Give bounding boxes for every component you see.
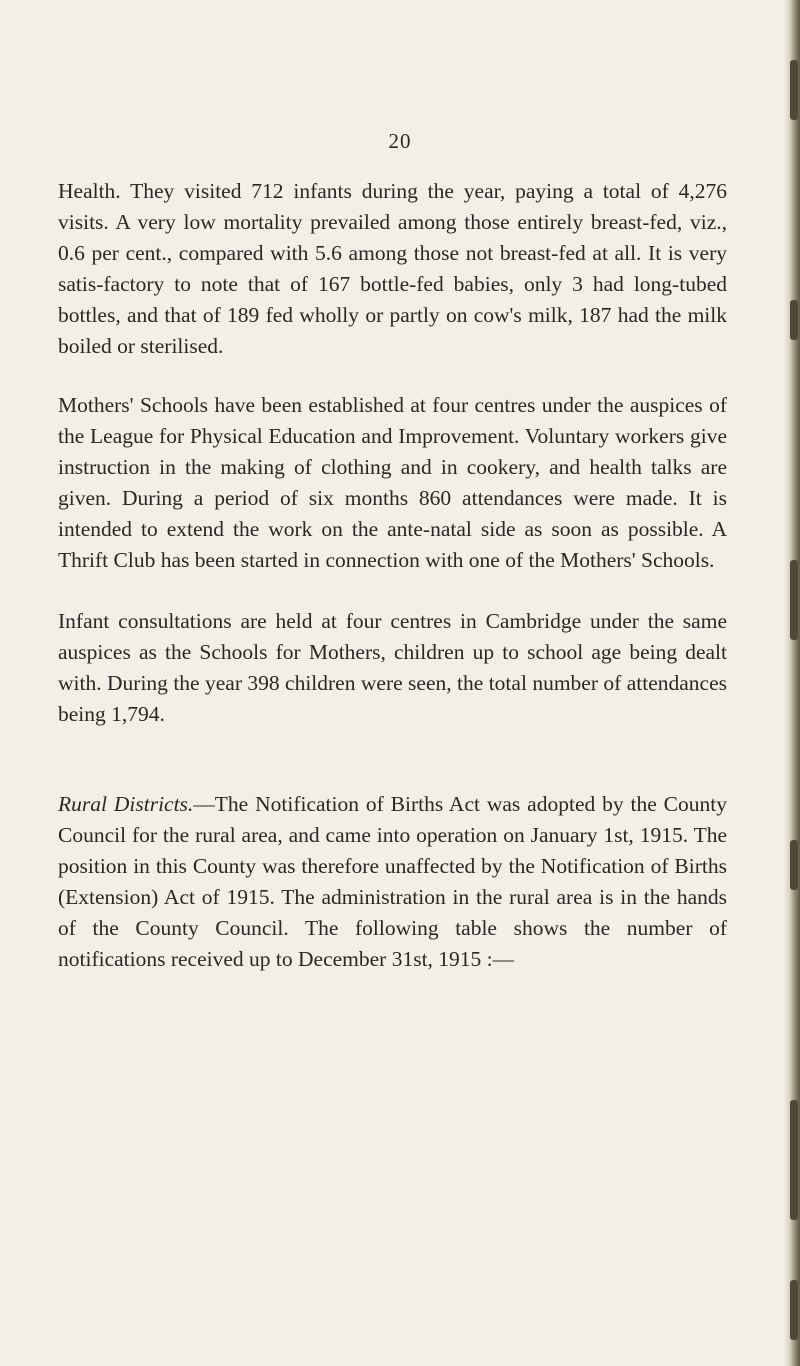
edge-mark [790, 300, 798, 340]
paragraph-health-visits [58, 176, 727, 362]
paragraph-text: Health. They visited 712 infants during the year, paying a total of 4,276 visits. A very low mortality prevailed among those entirely breast-fed, viz., 0.6 per cent., compared with 5.6 among those not breast-fed at all. It is very satis-factory to note that of 167 bottle-fed babies, only 3 had long-tubed bottles, and that of 189 fed wholly or partly on cow's milk, 187 had the milk boiled or sterilised. [58, 179, 727, 358]
edge-mark [790, 840, 798, 890]
page-number: 20 [388, 129, 412, 153]
paragraph-mothers-schools [58, 390, 727, 576]
edge-mark [790, 1280, 798, 1340]
page-edge-shadow [784, 0, 800, 1366]
edge-mark [790, 560, 798, 640]
paragraph-text: —The Notification of Births Act was adopted by the County Council for the rural area, and came into operation on January 1st, 1915. The position in this County was therefore unaffected by the Notification of Births (Extension) Act of 1915. The administration in the rural area is in the hands of the County Council. The following table shows the number of notifications received up to December 31st, 1915 :— [58, 792, 727, 971]
paragraph-rural-districts [58, 789, 727, 975]
edge-mark [790, 1100, 798, 1220]
rural-districts-heading: Rural Districts. [58, 792, 194, 816]
paragraph-text: Mothers' Schools have been established at four centres under the auspices of the League for Physical Education and Improvement. Voluntary workers give instruction in the making of clothing and in cookery, and health talks are given. During a period of six months 860 attendances were made. It is intended to extend the work on the ante-natal side as soon as possible. A Thrift Club has been started in connection with one of the Mothers' Schools. [58, 393, 727, 572]
paragraph-text: Infant consultations are held at four centres in Cambridge under the same auspices as the Schools for Mothers, children up to school age being dealt with. During the year 398 children were seen, the total number of attendances being 1,794. [58, 609, 727, 726]
paragraph-infant-consultations [58, 606, 727, 730]
edge-mark [790, 60, 798, 120]
